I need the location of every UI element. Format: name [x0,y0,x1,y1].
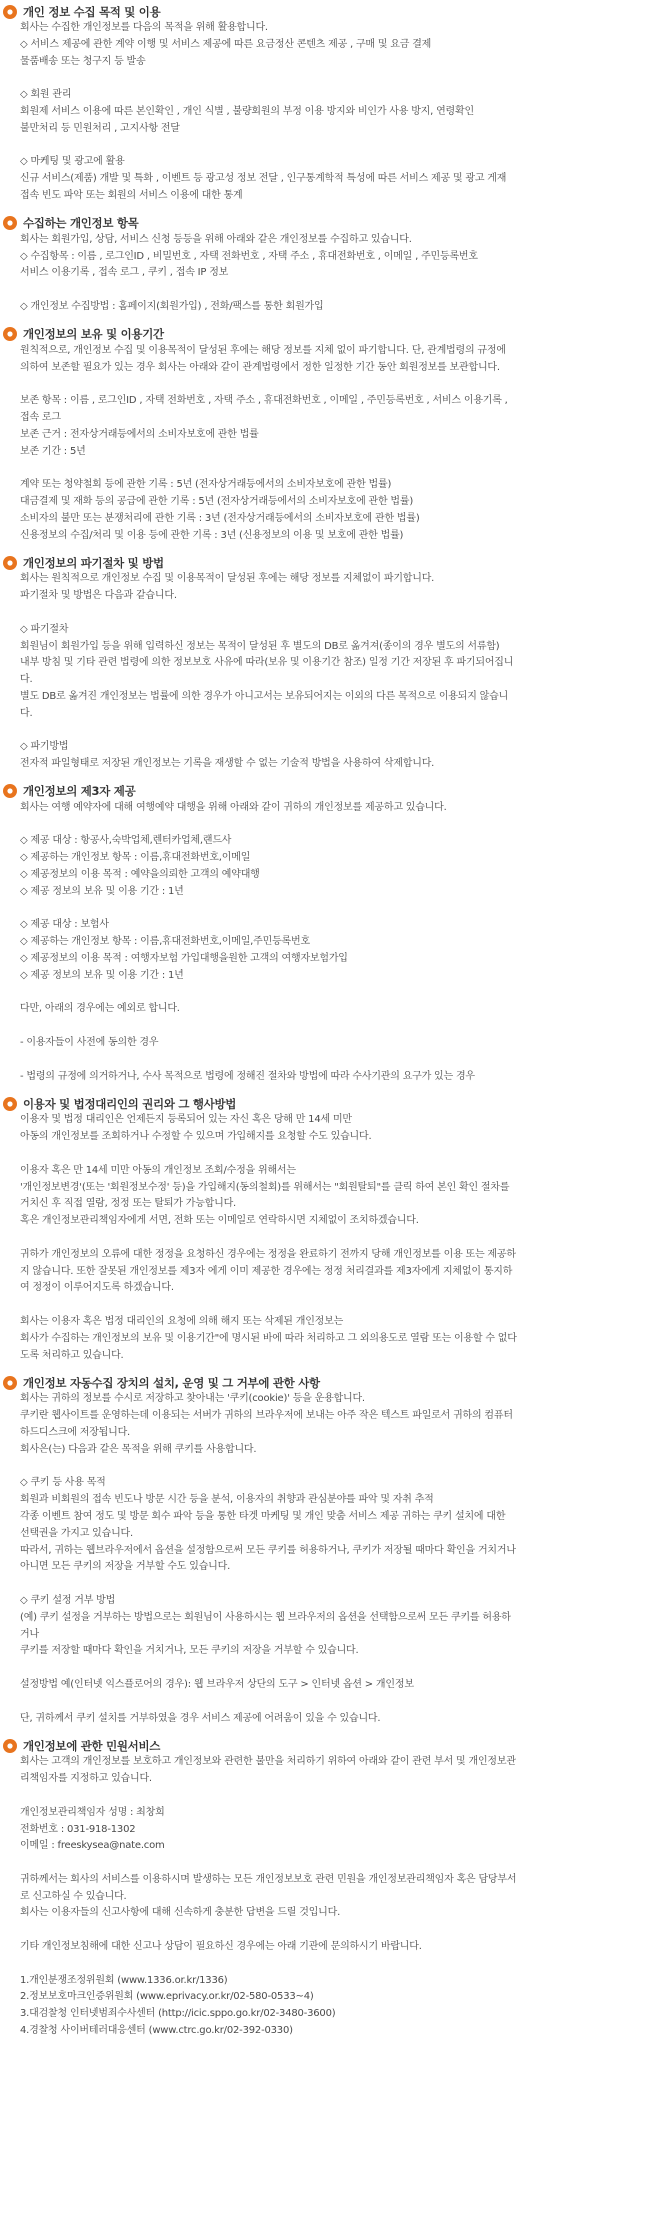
text-line: 귀하께서는 회사의 서비스를 이용하시며 발생하는 모든 개인정보보호 관련 민원을 개인정보관리책임자 혹은 담당부서 [20,1873,517,1885]
spacer-line [20,817,651,834]
section-heading [3,215,659,232]
section-body [20,1754,651,2040]
section-title: 개인정보의 제3자 제공 [23,784,136,799]
bullet-circle-icon [3,327,17,341]
spacer-line [20,722,651,739]
bullet-circle-icon [3,216,17,230]
text-line: 회사는 이용자 혹은 법정 대리인의 요청에 의해 해지 또는 삭제된 개인정보는 [20,1315,344,1327]
text-line: 회사는 수집한 개인정보를 다음의 목적을 위해 활용합니다. [20,22,268,33]
text-line: 회사는 회원가입, 상담, 서비스 신청 등등을 위해 아래와 같은 개인정보를 수집하고 있습니다. [20,233,412,245]
text-line: 개인정보관리책임자 성명 : 최창희 [20,1806,165,1818]
spacer-line [20,1660,651,1677]
text-line: ◇ 제공하는 개인정보 항목 : 이름,휴대전화번호,이메일 [20,852,251,864]
text-line: ◇ 회원 관리 [20,89,72,101]
section-body [20,800,651,1086]
text-line: 회사는 여행 예약자에 대해 여행예약 대행을 위해 아래와 같이 귀하의 개인정보를 제공하고 있습니다. [20,801,447,813]
spacer-line [20,138,651,155]
text-line: 아니면 모든 쿠키의 저장을 거부할 수도 있습니다. [20,1561,231,1573]
text-line: (예) 쿠키 설정을 거부하는 방법으로는 회원님이 사용하시는 웹 브라우저의 옵션을 선택함으로써 모든 쿠키를 허용하 [20,1611,511,1623]
spacer-line [20,70,651,87]
section-rights [0,1095,659,1364]
spacer-line [20,901,651,918]
section-cookies [0,1374,659,1727]
text-line: '개인정보변경'(또는 '회원정보수정' 등)을 가입해지(동의철회)를 위해서는 "회원탈퇴"를 클릭 하여 본인 확인 절차를 [20,1181,510,1193]
text-line: 이메일 : freeskysea@nate.com [20,1840,165,1852]
text-line: 이용자 혹은 만 14세 미만 아동의 개인정보 조회/수정을 위해서는 [20,1164,296,1176]
spacer-line [20,1922,651,1939]
text-line: 리책임자를 지정하고 있습니다. [20,1773,152,1785]
section-body [20,343,651,545]
text-line: 2.정보보호마크인증위원회 (www.eprivacy.or.kr/02-580-0533~4) [20,1991,314,2003]
section-heading [3,783,659,800]
text-line: ◇ 제공정보의 이용 목적 : 예약을의뢰한 고객의 예약대행 [20,869,260,881]
section-title: 개인정보 자동수집 장치의 설치, 운영 및 그 거부에 관한 사항 [23,1375,320,1390]
text-line: ◇ 파기방법 [20,741,69,753]
text-line: 쿠키란 웹사이트를 운영하는데 이용되는 서버가 귀하의 브라우저에 보내는 아주 작은 텍스트 파일로서 귀하의 컴퓨터 [20,1410,513,1422]
spacer-line [20,1052,651,1069]
section-heading [3,554,659,571]
section-heading [3,1737,659,1754]
spacer-line [20,605,651,622]
text-line: 따라서, 귀하는 웹브라우저에서 옵션을 설정함으로써 모든 쿠키를 허용하거나, 쿠키가 저장될 때마다 확인을 거치거나 [20,1544,516,1556]
spacer-line [20,1576,651,1593]
section-title: 개인정보에 관한 민원서비스 [23,1738,161,1753]
text-line: 불만처리 등 민원처리 , 고지사항 전달 [20,122,180,134]
text-line: 다. [20,707,33,719]
text-line: 도록 처리하고 있습니다. [20,1349,124,1361]
text-line: 별도 DB로 옮겨진 개인정보는 법률에 의한 경우가 아니고서는 보유되어지는 이외의 다른 목적으로 이용되지 않습니 [20,690,509,702]
section-body [20,20,651,205]
section-title: 이용자 및 법정대리인의 권리와 그 행사방법 [23,1096,237,1111]
text-line: 물품배송 또는 청구지 등 발송 [20,55,146,67]
text-line: 선택권을 가지고 있습니다. [20,1527,133,1539]
text-line: 소비자의 불만 또는 분쟁처리에 관한 기록 : 3년 (전자상거래등에서의 소비자보호에 관한 법률) [20,512,420,524]
spacer-line [20,985,651,1002]
text-line: 접속 로그 [20,411,61,423]
text-line: 회사는 고객의 개인정보를 보호하고 개인정보와 관련한 불만을 처리하기 위하여 아래와 같이 관련 부서 및 개인정보관 [20,1756,516,1768]
text-line: ◇ 파기절차 [20,623,69,635]
text-line: 혹은 개인정보관리책임자에게 서면, 전화 또는 이메일로 연락하시면 지체없이 조치하겠습니다. [20,1215,419,1227]
section-items [0,215,659,316]
text-line: 회사는 원칙적으로 개인정보 수집 및 이용목적이 달성된 후에는 해당 정보를 지체없이 파기합니다. [20,573,435,585]
text-line: 회원과 비회원의 접속 빈도나 방문 시간 등을 분석, 이용자의 취향과 관심분야를 파악 및 자취 추적 [20,1494,434,1506]
section-retention [0,326,659,545]
text-line: ◇ 제공 대상 : 항공사,숙박업체,렌터카업체,랜드사 [20,835,232,847]
text-line: ◇ 쿠키 설정 거부 방법 [20,1594,116,1606]
text-line: 신규 서비스(제품) 개발 및 특화 , 이벤트 등 광고성 정보 전달 , 인구통계학적 특성에 따른 서비스 제공 및 광고 게재 [20,173,507,185]
section-heading [3,326,659,343]
text-line: 4.경찰청 사이버테러대응센터 (www.ctrc.go.kr/02-392-0330) [20,2025,293,2037]
spacer-line [20,1230,651,1247]
text-line: ◇ 개인정보 수집방법 : 홈페이지(회원가입) , 전화/팩스를 통한 회원가입 [20,300,324,312]
text-line: 아동의 개인정보를 조회하거나 수정할 수 있으며 가입해지를 요청할 수도 있습니다. [20,1131,372,1143]
section-heading [3,3,659,20]
text-line: ◇ 제공하는 개인정보 항목 : 이름,휴대전화번호,이메일,주민등록번호 [20,936,310,948]
bullet-circle-icon [3,1097,17,1111]
text-line: 회사가 수집하는 개인정보의 보유 및 이용기간"에 명시된 바에 따라 처리하고 그 외의용도로 열람 또는 이용할 수 없다 [20,1332,517,1344]
text-line: 대금결제 및 재화 등의 공급에 관한 기록 : 5년 (전자상거래등에서의 소비자보호에 관한 법률) [20,495,414,507]
spacer-line [20,1146,651,1163]
bullet-circle-icon [3,1739,17,1753]
section-complaints [0,1737,659,2040]
text-line: 단, 귀하께서 쿠키 설치를 거부하였을 경우 서비스 제공에 어려움이 있을 수 있습니다. [20,1712,381,1724]
text-line: 보존 근거 : 전자상거래등에서의 소비자보호에 관한 법률 [20,428,259,440]
text-line: 파기절차 및 방법은 다음과 같습니다. [20,590,177,602]
text-line: 거치신 후 직접 열람, 정정 또는 탈퇴가 가능합니다. [20,1198,237,1210]
section-title: 개인 정보 수집 목적 및 이용 [23,4,161,19]
text-line: ◇ 마케팅 및 광고에 활용 [20,156,125,168]
bullet-circle-icon [3,1376,17,1390]
text-line: 다. [20,674,33,686]
text-line: - 법령의 규정에 의거하거나, 수사 목적으로 법령에 정해진 절차와 방법에 따라 수사기관의 요구가 있는 경우 [20,1070,475,1082]
text-line: 회사는 귀하의 정보를 수시로 저장하고 찾아내는 '쿠키(cookie)' 등을 운용합니다. [20,1393,365,1405]
text-line: 거나 [20,1628,39,1640]
text-line: 보존 항목 : 이름 , 로그인ID , 자택 전화번호 , 자택 주소 , 휴대전화번호 , 이메일 , 주민등록번호 , 서비스 이용기록 , [20,395,508,407]
spacer-line [20,1459,651,1476]
text-line: 이용자 및 법정 대리인은 언제든지 등록되어 있는 자신 혹은 당해 만 14세 미만 [20,1114,352,1126]
text-line: ◇ 제공 정보의 보유 및 이용 기간 : 1년 [20,885,184,897]
spacer-line [20,1855,651,1872]
section-heading [3,1374,659,1391]
bullet-circle-icon [3,5,17,19]
text-line: 접속 빈도 파악 또는 회원의 서비스 이용에 대한 통계 [20,189,243,201]
bullet-circle-icon [3,784,17,798]
section-body [20,1391,651,1727]
section-title: 개인정보의 보유 및 이용기간 [23,327,164,342]
text-line: 신용정보의 수집/처리 및 이용 등에 관한 기록 : 3년 (신용정보의 이용 및 보호에 관한 법률) [20,529,404,541]
section-purpose [0,3,659,205]
spacer-line [20,1956,651,1973]
text-line: 보존 기간 : 5년 [20,445,86,457]
section-body [20,1112,651,1364]
text-line: ◇ 쿠키 등 사용 목적 [20,1477,106,1489]
text-line: 하드디스크에 저장됩니다. [20,1426,131,1438]
spacer-line [20,376,651,393]
section-body [20,571,651,773]
spacer-line [20,1694,651,1711]
text-line: ◇ 제공 정보의 보유 및 이용 기간 : 1년 [20,969,184,981]
text-line: 로 신고하실 수 있습니다. [20,1890,127,1902]
text-line: 1.개인분쟁조정위원회 (www.1336.or.kr/1336) [20,1974,228,1986]
text-line: 의하여 보존할 필요가 있는 경우 회사는 아래와 같이 관계법령에서 정한 일정한 기간 동안 회원정보를 보관합니다. [20,361,500,373]
text-line: 기타 개인정보침해에 대한 신고나 상담이 필요하신 경우에는 아래 기관에 문의하시기 바랍니다. [20,1941,422,1953]
text-line: 원칙적으로, 개인정보 수집 및 이용목적이 달성된 후에는 해당 정보를 지체 없이 파기합니다. 단, 관계법령의 규정에 [20,344,506,356]
text-line: 다만, 아래의 경우에는 예외로 합니다. [20,1003,180,1015]
text-line: 여 정정이 이루어지도록 하겠습니다. [20,1282,174,1294]
text-line: 지 않습니다. 또한 잘못된 개인정보를 제3자 에게 이미 제공한 경우에는 정정 처리결과를 제3자에게 지체없이 통지하 [20,1265,513,1277]
text-line: 서비스 이용기록 , 접속 로그 , 쿠키 , 접속 IP 정보 [20,267,229,279]
text-line: 계약 또는 청약철회 등에 관한 기록 : 5년 (전자상거래등에서의 소비자보호에 관한 법률) [20,479,392,491]
bullet-circle-icon [3,556,17,570]
text-line: 전자적 파일형태로 저장된 개인정보는 기록을 재생할 수 없는 기술적 방법을 사용하여 삭제합니다. [20,758,435,770]
text-line: 회사은(는) 다음과 같은 목적을 위해 쿠키를 사용합니다. [20,1443,257,1455]
spacer-line [20,1018,651,1035]
spacer-line [20,1297,651,1314]
text-line: 3.대검찰청 인터넷범죄수사센터 (http://icic.sppo.go.kr/02-3480-3600) [20,2008,336,2020]
text-line: 회원제 서비스 이용에 따른 본인확인 , 개인 식별 , 불량회원의 부정 이용 방지와 비인가 사용 방지, 연령확인 [20,105,474,117]
text-line: 각종 이벤트 참여 정도 및 방문 회수 파악 등을 통한 타겟 마케팅 및 개인 맞춤 서비스 제공 귀하는 쿠키 설치에 대한 [20,1510,506,1522]
text-line: ◇ 서비스 제공에 관한 계약 이행 및 서비스 제공에 따른 요금정산 콘텐츠 제공 , 구매 및 요금 결제 [20,38,432,50]
text-line: 설정방법 예(인터넷 익스플로어의 경우): 웹 브라우저 상단의 도구 > 인터넷 옵션 > 개인정보 [20,1678,414,1690]
spacer-line [20,460,651,477]
section-title: 개인정보의 파기절차 및 방법 [23,555,164,570]
spacer-line [20,282,651,299]
text-line: ◇ 수집항목 : 이름 , 로그인ID , 비밀번호 , 자택 전화번호 , 자택 주소 , 휴대전화번호 , 이메일 , 주민등록번호 [20,250,478,262]
text-line: 회사는 이용자들의 신고사항에 대해 신속하게 충분한 답변을 드릴 것입니다. [20,1907,341,1919]
text-line: - 이용자들이 사전에 동의한 경우 [20,1037,159,1049]
text-line: ◇ 제공정보의 이용 목적 : 여행자보험 가입대행을원한 고객의 여행자보험가입 [20,953,348,965]
text-line: 쿠키를 저장할 때마다 확인을 거치거나, 모든 쿠키의 저장을 거부할 수 있습니다. [20,1645,359,1657]
text-line: 회원님이 회원가입 등을 위해 입력하신 정보는 목적이 달성된 후 별도의 DB로 옮겨져(종이의 경우 별도의 서류함) [20,640,500,652]
text-line: 내부 방침 및 기타 관련 법령에 의한 정보보호 사유에 따라(보유 및 이용기간 참조) 일정 기간 저장된 후 파기되어집니 [20,657,514,669]
section-third-party [0,783,659,1086]
spacer-line [20,1788,651,1805]
section-title: 수집하는 개인정보 항목 [23,216,139,231]
text-line: 전화번호 : 031-918-1302 [20,1823,136,1835]
section-body [20,232,651,316]
text-line: 귀하가 개인정보의 오류에 대한 정정을 요청하신 경우에는 정정을 완료하기 전까지 당해 개인정보를 이용 또는 제공하 [20,1248,516,1260]
section-destruction [0,554,659,773]
section-heading [3,1095,659,1112]
text-line: ◇ 제공 대상 : 보험사 [20,919,109,931]
